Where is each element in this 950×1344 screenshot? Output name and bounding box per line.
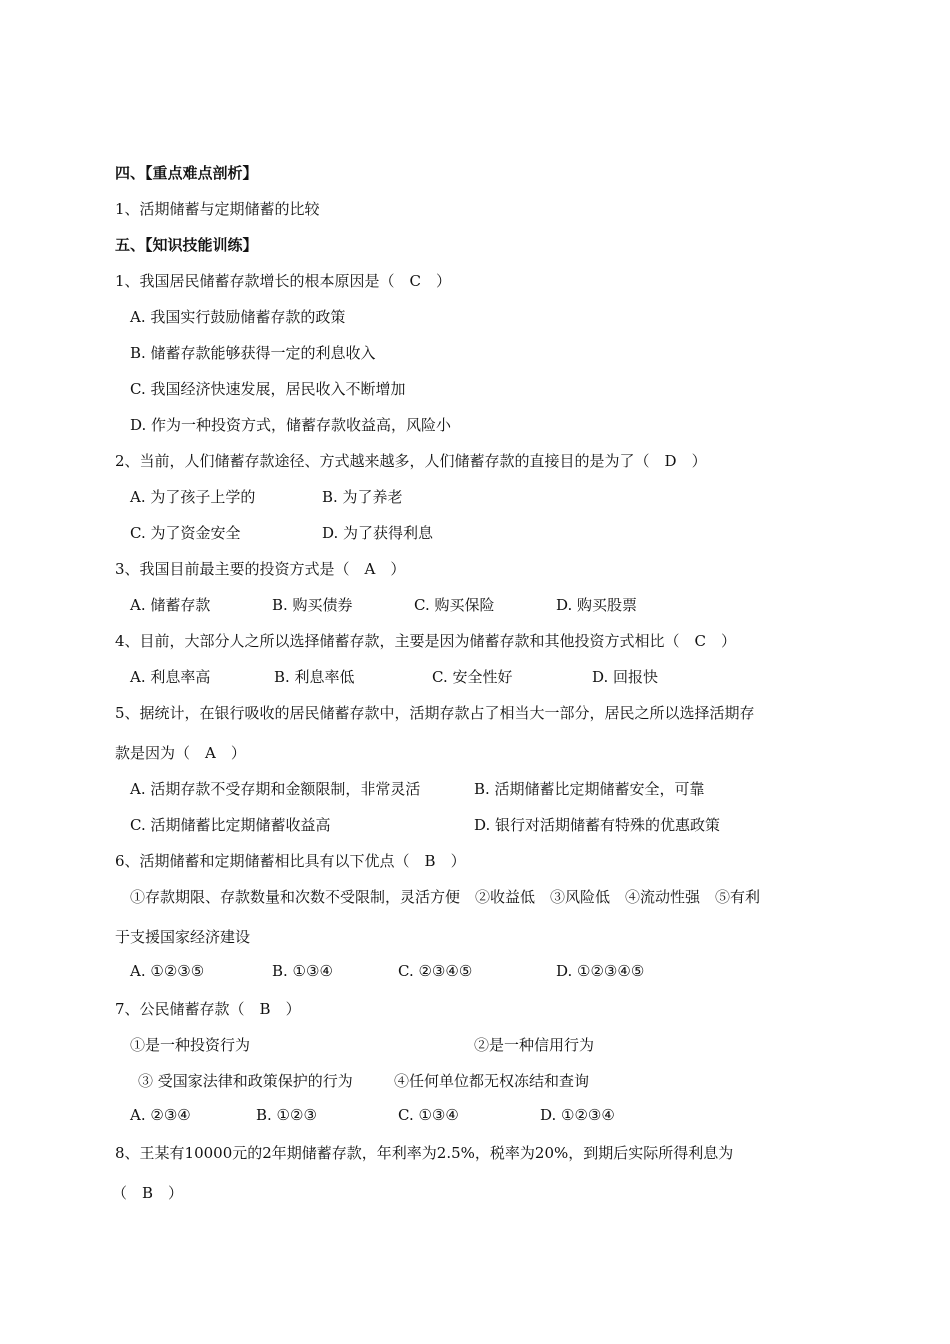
q6-option-b: B. ①③④	[272, 962, 333, 980]
q8-answer: （ B ）	[112, 1184, 184, 1202]
q6-items-line2: 于支援国家经济建设	[115, 928, 251, 946]
q5-option-d: D. 银行对活期储蓄有特殊的优惠政策	[474, 816, 721, 834]
q3-stem: 3、我国目前最主要的投资方式是（ A ）	[115, 560, 406, 578]
q1-stem: 1、我国居民储蓄存款增长的根本原因是（ C ）	[115, 272, 452, 290]
q2-stem: 2、当前，人们储蓄存款途径、方式越来越多，人们储蓄存款的直接目的是为了（ D ）	[115, 452, 707, 470]
q2-option-d: D. 为了获得利息	[322, 524, 434, 542]
q7-option-c: C. ①③④	[398, 1106, 459, 1124]
q1-option-c: C. 我国经济快速发展，居民收入不断增加	[130, 380, 406, 398]
q2-option-c: C. 为了资金安全	[130, 524, 241, 542]
q2-option-a: A. 为了孩子上学的	[130, 488, 256, 506]
q5-option-a: A. 活期存款不受存期和金额限制，非常灵活	[130, 780, 421, 798]
q1-option-b: B. 储蓄存款能够获得一定的利息收入	[130, 344, 376, 362]
section4-item1: 1、活期储蓄与定期储蓄的比较	[115, 200, 320, 218]
q7-item-4: ④任何单位都无权冻结和查询	[394, 1072, 590, 1090]
q4-option-d: D. 回报快	[592, 668, 659, 686]
q7-item-1: ①是一种投资行为	[130, 1036, 251, 1054]
q7-option-b: B. ①②③	[256, 1106, 317, 1124]
q4-option-c: C. 安全性好	[432, 668, 513, 686]
q8-stem: 8、王某有10000元的2年期储蓄存款，年利率为2.5%，税率为20%，到期后实际所得利息为	[115, 1144, 734, 1162]
q4-option-a: A. 利息率高	[130, 668, 211, 686]
q5-stem-line2: 款是因为（ A ）	[115, 744, 246, 762]
q6-items-line1: ①存款期限、存款数量和次数不受限制，灵活方便 ②收益低 ③风险低 ④流动性强 ⑤有利	[130, 888, 761, 906]
q6-stem: 6、活期储蓄和定期储蓄相比具有以下优点（ B ）	[115, 852, 466, 870]
q5-option-b: B. 活期储蓄比定期储蓄安全，可靠	[474, 780, 705, 798]
q3-option-d: D. 购买股票	[556, 596, 638, 614]
q7-item-2: ②是一种信用行为	[474, 1036, 595, 1054]
q2-option-b: B. 为了养老	[322, 488, 403, 506]
q6-option-c: C. ②③④⑤	[398, 962, 473, 980]
q7-stem: 7、公民储蓄存款（ B ）	[115, 1000, 301, 1018]
q4-stem: 4、目前，大部分人之所以选择储蓄存款，主要是因为储蓄存款和其他投资方式相比（ C ）	[115, 632, 737, 650]
q3-option-a: A. 储蓄存款	[130, 596, 211, 614]
q5-stem-line1: 5、据统计，在银行吸收的居民储蓄存款中，活期存款占了相当大一部分，居民之所以选择活期存	[115, 704, 755, 722]
q3-option-c: C. 购买保险	[414, 596, 495, 614]
q7-option-a: A. ②③④	[130, 1106, 191, 1124]
q1-option-a: A. 我国实行鼓励储蓄存款的政策	[130, 308, 346, 326]
q5-option-c: C. 活期储蓄比定期储蓄收益高	[130, 816, 331, 834]
q3-option-b: B. 购买债券	[272, 596, 353, 614]
q4-option-b: B. 利息率低	[274, 668, 355, 686]
q6-option-a: A. ①②③⑤	[130, 962, 205, 980]
q7-item-3: ③ 受国家法律和政策保护的行为	[138, 1072, 353, 1090]
section5-title: 五、【知识技能训练】	[115, 236, 258, 254]
q1-option-d: D. 作为一种投资方式，储蓄存款收益高，风险小	[130, 416, 452, 434]
q7-option-d: D. ①②③④	[540, 1106, 615, 1124]
q6-option-d: D. ①②③④⑤	[556, 962, 645, 980]
section4-title: 四、【重点难点剖析】	[115, 164, 258, 182]
